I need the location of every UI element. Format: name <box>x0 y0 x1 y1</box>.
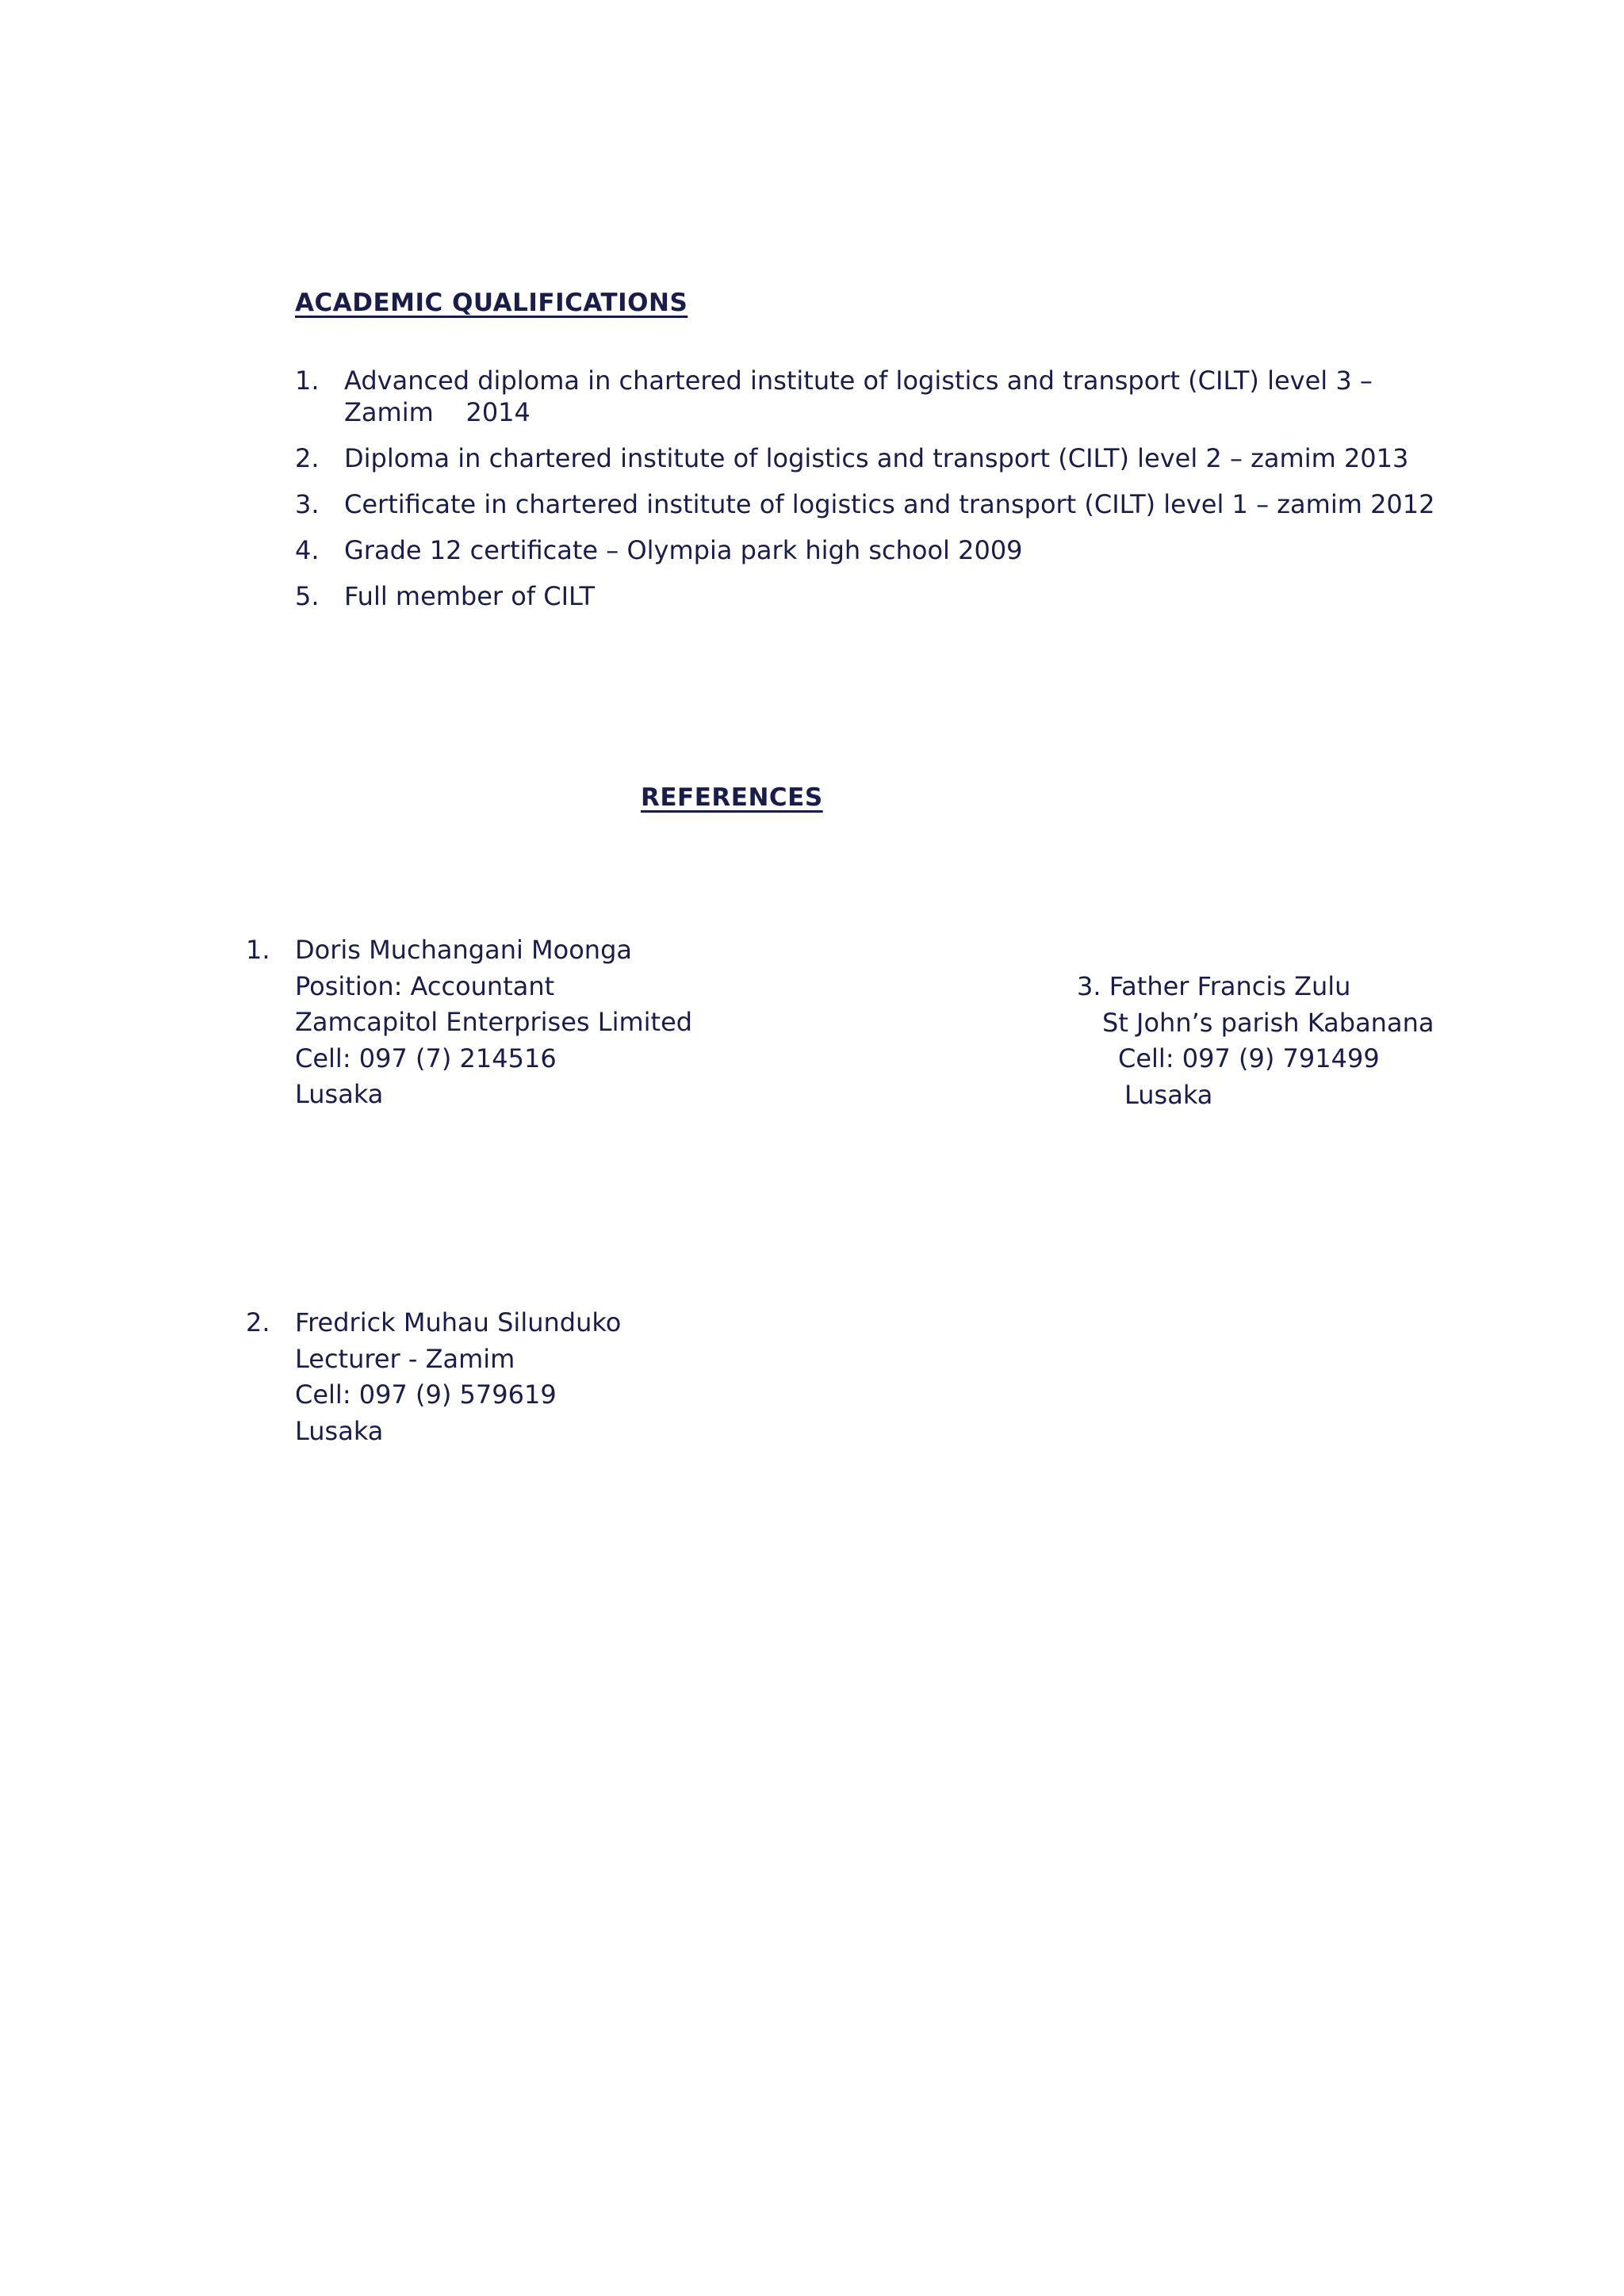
item-text: Full member of CILT <box>344 581 596 611</box>
item-number: 5. <box>295 581 320 611</box>
reference-1 <box>246 932 693 1113</box>
references-heading: REFERENCES <box>641 783 823 812</box>
qualification-item-5 <box>295 580 1453 612</box>
reference-city: Lusaka <box>295 1079 384 1109</box>
reference-name: Doris Muchangani Moonga <box>295 935 632 965</box>
academic-qualifications-heading: ACADEMIC QUALIFICATIONS <box>295 289 688 317</box>
reference-cell: Cell: 097 (9) 791499 <box>1118 1043 1380 1073</box>
item-text: Advanced diploma in chartered institute of logistics and transport (CILT) level 3 – <box>344 365 1373 396</box>
item-text: Diploma in chartered institute of logistics and transport (CILT) level 2 – zamim 2013 <box>344 443 1409 473</box>
item-number: 1. <box>295 365 320 396</box>
reference-2 <box>246 1305 622 1449</box>
qualification-item-3 <box>295 488 1453 520</box>
reference-position: Lecturer - Zamim <box>295 1343 515 1374</box>
qualifications-list <box>295 365 1453 626</box>
reference-city: Lusaka <box>295 1415 384 1446</box>
reference-cell: Cell: 097 (7) 214516 <box>295 1043 557 1073</box>
item-text: Certificate in chartered institute of logistics and transport (CILT) level 1 – zamim 2012 <box>344 489 1435 519</box>
qualification-item-1 <box>295 365 1453 428</box>
reference-position: Position: Accountant <box>295 970 555 1001</box>
item-text: Grade 12 certificate – Olympia park high school 2009 <box>344 535 1023 565</box>
item-number: 3. <box>295 489 320 519</box>
reference-number: 1. <box>246 935 270 965</box>
reference-name: Fredrick Muhau Silunduko <box>295 1307 622 1337</box>
qualification-item-4 <box>295 534 1453 566</box>
reference-parish: St John’s parish Kabanana <box>1102 1007 1434 1038</box>
reference-name: 3. Father Francis Zulu <box>1077 971 1351 1001</box>
item-text: Zamim 2014 <box>344 397 530 427</box>
reference-cell: Cell: 097 (9) 579619 <box>295 1380 557 1410</box>
item-number: 4. <box>295 535 320 565</box>
reference-city: Lusaka <box>1124 1079 1213 1110</box>
reference-3 <box>1077 969 1434 1113</box>
reference-company: Zamcapitol Enterprises Limited <box>295 1007 693 1037</box>
item-number: 2. <box>295 443 320 473</box>
reference-number: 2. <box>246 1307 270 1337</box>
qualification-item-2 <box>295 442 1453 474</box>
